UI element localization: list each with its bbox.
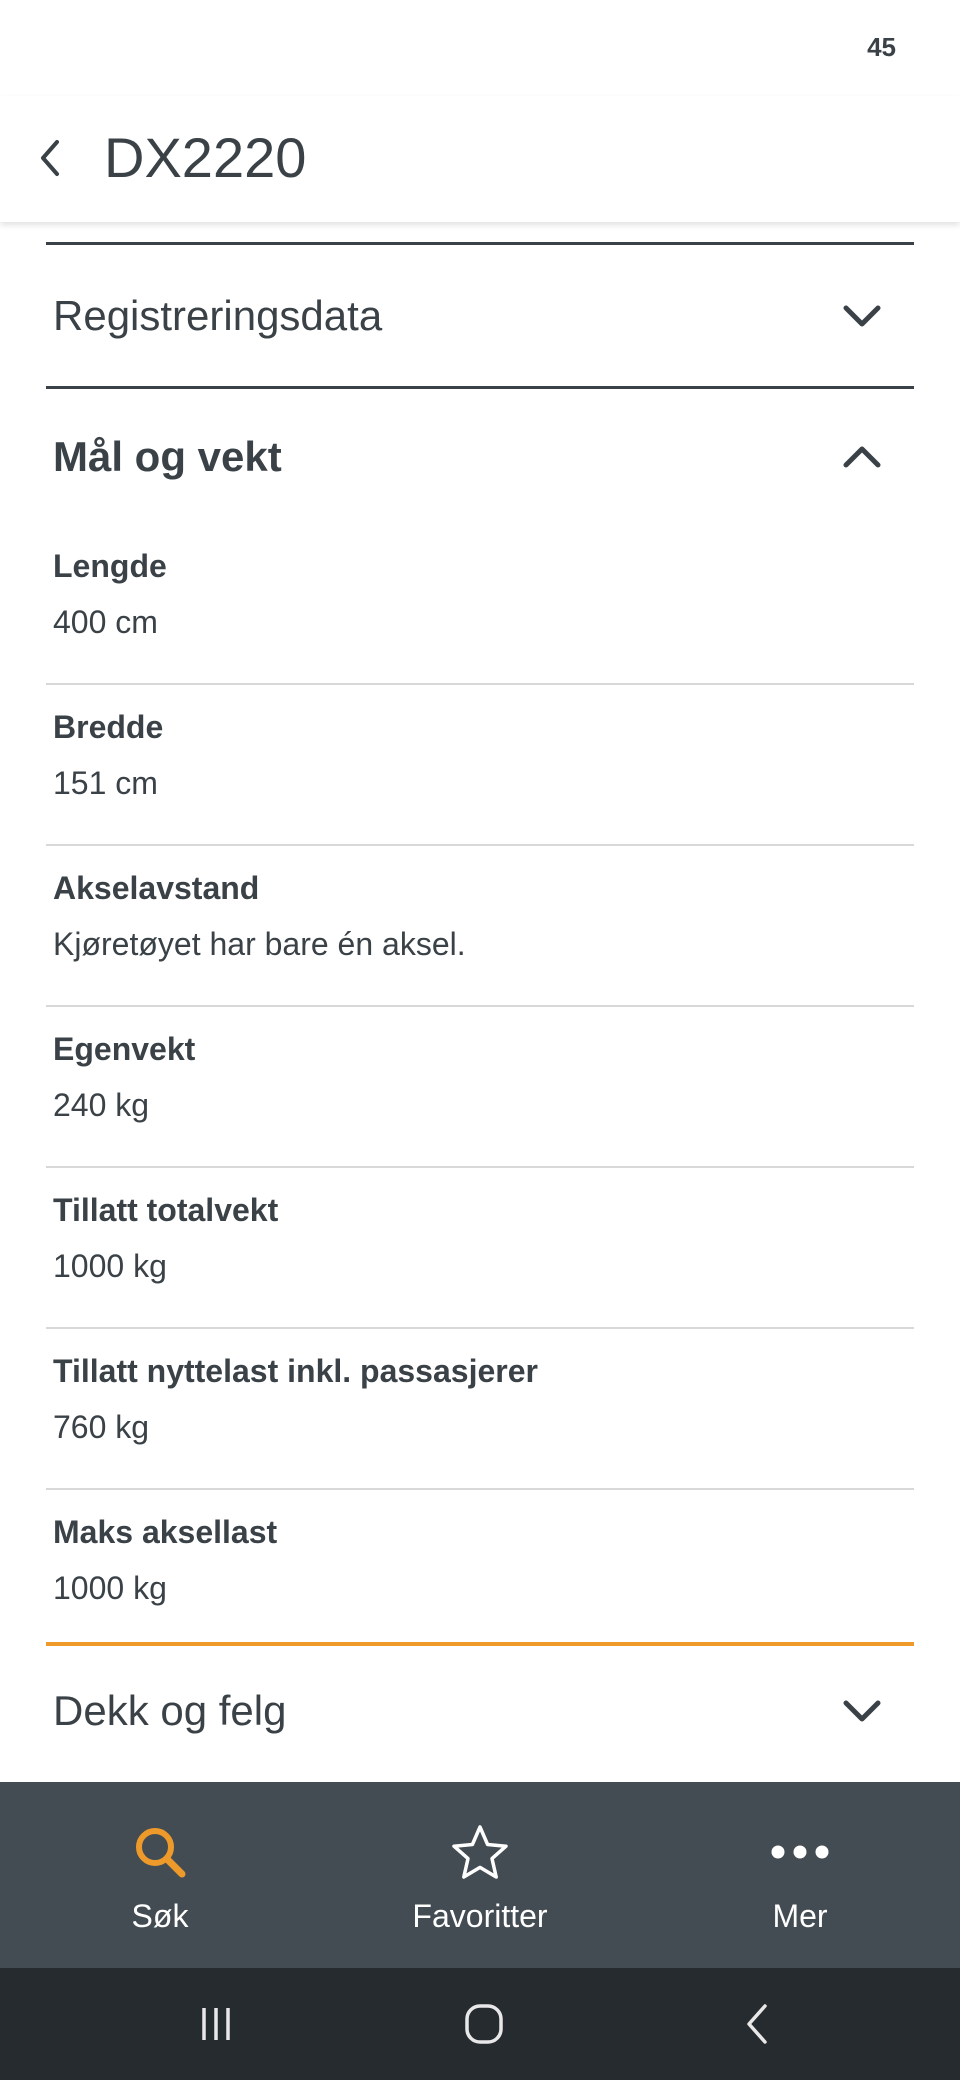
nav-label: Favoritter: [412, 1898, 548, 1934]
recent-apps-icon: [196, 2004, 236, 2044]
field-value: 1000 kg: [53, 1248, 167, 1284]
system-back-button[interactable]: [716, 1994, 796, 2054]
status-bar: [0, 0, 960, 96]
field-label: Tillatt nyttelast inkl. passasjerer: [53, 1353, 538, 1389]
back-button[interactable]: [26, 124, 74, 192]
field-payload: [46, 1329, 914, 1490]
field-label: Egenvekt: [53, 1031, 196, 1067]
field-label: Akselavstand: [53, 870, 260, 906]
field-label: Maks aksellast: [53, 1514, 278, 1550]
field-label: Tillatt totalvekt: [53, 1192, 279, 1228]
back-arrow-icon: [35, 136, 65, 180]
bottom-navigation: [0, 1782, 960, 1968]
field-value: Kjøretøyet har bare én aksel.: [53, 926, 466, 962]
field-length: [46, 524, 914, 685]
field-curb-weight: [46, 1007, 914, 1168]
field-label: Bredde: [53, 709, 164, 745]
section-title-dimensions: Mål og vekt: [53, 433, 282, 480]
field-max-axle-load: [46, 1490, 914, 1651]
nav-item-more[interactable]: [640, 1782, 960, 1968]
nav-label: Mer: [772, 1898, 828, 1934]
section-header-registration[interactable]: [46, 245, 914, 387]
recent-apps-button[interactable]: [176, 1994, 256, 2054]
star-icon: [450, 1822, 510, 1882]
field-total-weight: [46, 1168, 914, 1329]
section-header-dimensions[interactable]: [46, 390, 914, 524]
status-number: 45: [867, 32, 896, 62]
field-value: 760 kg: [53, 1409, 150, 1445]
details-content[interactable]: [0, 222, 960, 1782]
chevron-down-icon: [832, 1681, 892, 1741]
field-value: 400 cm: [53, 604, 158, 640]
chevron-down-icon: [832, 286, 892, 346]
section-divider: [46, 386, 914, 389]
app-header: [0, 96, 960, 222]
home-icon: [464, 2003, 504, 2045]
chevron-up-icon: [832, 427, 892, 487]
nav-label: Søk: [131, 1898, 189, 1934]
field-label: Lengde: [53, 548, 167, 584]
search-icon: [130, 1822, 190, 1882]
page-title: DX2220: [104, 126, 307, 189]
nav-item-favorites[interactable]: [320, 1782, 640, 1968]
section-header-tires[interactable]: [46, 1646, 914, 1776]
field-value: 1000 kg: [53, 1570, 167, 1606]
field-value: 151 cm: [53, 765, 158, 801]
more-dots-icon: [770, 1822, 830, 1882]
field-value: 240 kg: [53, 1087, 150, 1123]
field-width: [46, 685, 914, 846]
section-title-registration: Registreringsdata: [53, 292, 383, 339]
home-button[interactable]: [444, 1994, 524, 2054]
nav-item-search[interactable]: [0, 1782, 320, 1968]
system-back-icon: [741, 2002, 771, 2046]
section-title-tires: Dekk og felg: [53, 1687, 287, 1734]
field-wheelbase: [46, 846, 914, 1007]
system-navigation-bar: [0, 1968, 960, 2080]
